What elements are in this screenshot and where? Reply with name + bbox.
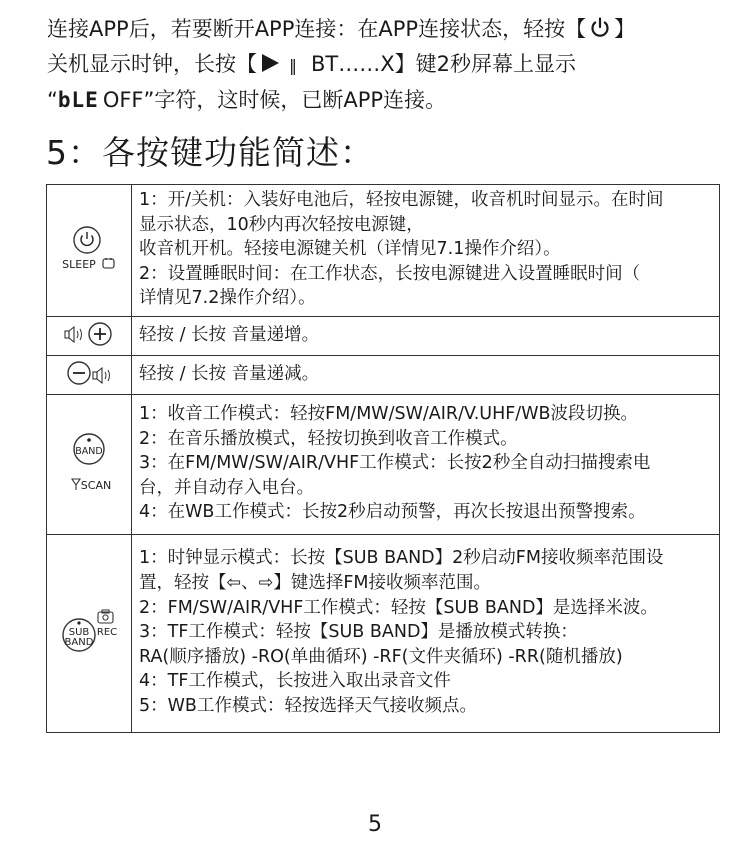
description-line: 详情见7.2操作介绍）。: [139, 288, 316, 309]
intro-line-3: [47, 83, 737, 118]
intro-line-2-key: BT……X】键2秒屏幕上显示: [311, 52, 576, 76]
sleep-power-description: [132, 185, 720, 317]
volume-down-icon: [47, 356, 132, 395]
sub-band-rec-description: [132, 535, 720, 733]
description-line: 3：在FM/MW/SW/AIR/VHF工作模式：长按2秒全自动扫描搜索电: [139, 453, 651, 474]
svg-text:SUB: SUB: [68, 626, 90, 638]
volume-up-description: [132, 317, 720, 356]
play-icon: [259, 51, 283, 75]
intro-line-1-close: 】: [614, 17, 636, 41]
description-line: RA(顺序播放) -RO(单曲循环) -RF(文件夹循环) -RR(随机播放): [139, 646, 623, 667]
description-line: 4：TF工作模式，长按进入取出录音文件: [139, 671, 451, 692]
description-line: 1：收音工作模式：轻按FM/MW/SW/AIR/V.UHF/WB波段切换。: [139, 404, 639, 425]
intro-paragraph: [47, 12, 737, 118]
description-line: 轻按 / 长按 音量递减。: [139, 363, 320, 384]
table-row: [47, 185, 720, 317]
pause-separator: ‖: [289, 56, 297, 75]
svg-text:SLEEP: SLEEP: [62, 257, 96, 271]
table-row: [47, 356, 720, 395]
sub-band-rec-icon: [47, 535, 132, 733]
description-line: 显示状态，10秒内再次轻按电源键，: [139, 214, 424, 235]
svg-text:BAND: BAND: [64, 636, 94, 648]
description-line: 1：时钟显示模式：长按【SUB BAND】2秒启动FM接收频率范围设: [139, 548, 664, 569]
svg-text:BAND: BAND: [75, 445, 103, 457]
table-row: [47, 317, 720, 356]
key-function-table: [46, 184, 720, 733]
ble-display-glyph: bLE: [57, 88, 99, 112]
svg-text:SCAN: SCAN: [80, 478, 112, 492]
description-line: 2：FM/SW/AIR/VHF工作模式：轻按【SUB BAND】是选择米波。: [139, 597, 658, 618]
intro-line-1: [47, 12, 737, 47]
description-line: 4：在WB工作模式：长按2秒启动预警，再次长按退出预警搜索。: [139, 502, 646, 523]
description-line: 2：设置睡眠时间：在工作状态，长按电源键进入设置睡眠时间（: [139, 263, 641, 284]
intro-line-1-text: 连接APP后，若要断开APP连接：在APP连接状态，轻按【: [47, 17, 587, 41]
description-line: 台，并自动存入电台。: [139, 477, 314, 498]
intro-line-2: [47, 47, 737, 83]
description-line: 置，轻按【⇦、⇨】键选择FM接收频率范围。: [139, 573, 491, 594]
description-line: 1：开/关机：入装好电池后，轻按电源键，收音机时间显示。在时间: [139, 190, 664, 211]
sleep-power-icon: [47, 185, 132, 317]
description-line: 5：WB工作模式：轻按选择天气接收频点。: [139, 695, 477, 716]
table-row: [47, 395, 720, 535]
power-button-icon: [588, 16, 612, 40]
quote-open: “: [47, 88, 58, 112]
band-scan-icon: [47, 395, 132, 535]
section-heading: 5：各按键功能简述：: [46, 133, 374, 172]
description-line: 3：TF工作模式：轻按【SUB BAND】是播放模式转换：: [139, 622, 578, 643]
svg-text:REC: REC: [96, 626, 118, 638]
band-scan-description: [132, 395, 720, 535]
intro-line-2-text: 关机显示时钟，长按【: [47, 52, 257, 76]
page-number: 5: [368, 812, 382, 837]
description-line: 2：在音乐播放模式，轻按切换到收音工作模式。: [139, 428, 518, 449]
table-row: [47, 535, 720, 733]
volume-up-icon: [47, 317, 132, 356]
description-line: 轻按 / 长按 音量递增。: [139, 324, 320, 345]
description-line: 收音机开机。轻接电源键关机（详情见7.1操作介绍）。: [139, 239, 561, 260]
volume-down-description: [132, 356, 720, 395]
intro-line-3-text: OFF”字符，这时候，已断APP连接。: [102, 88, 447, 112]
